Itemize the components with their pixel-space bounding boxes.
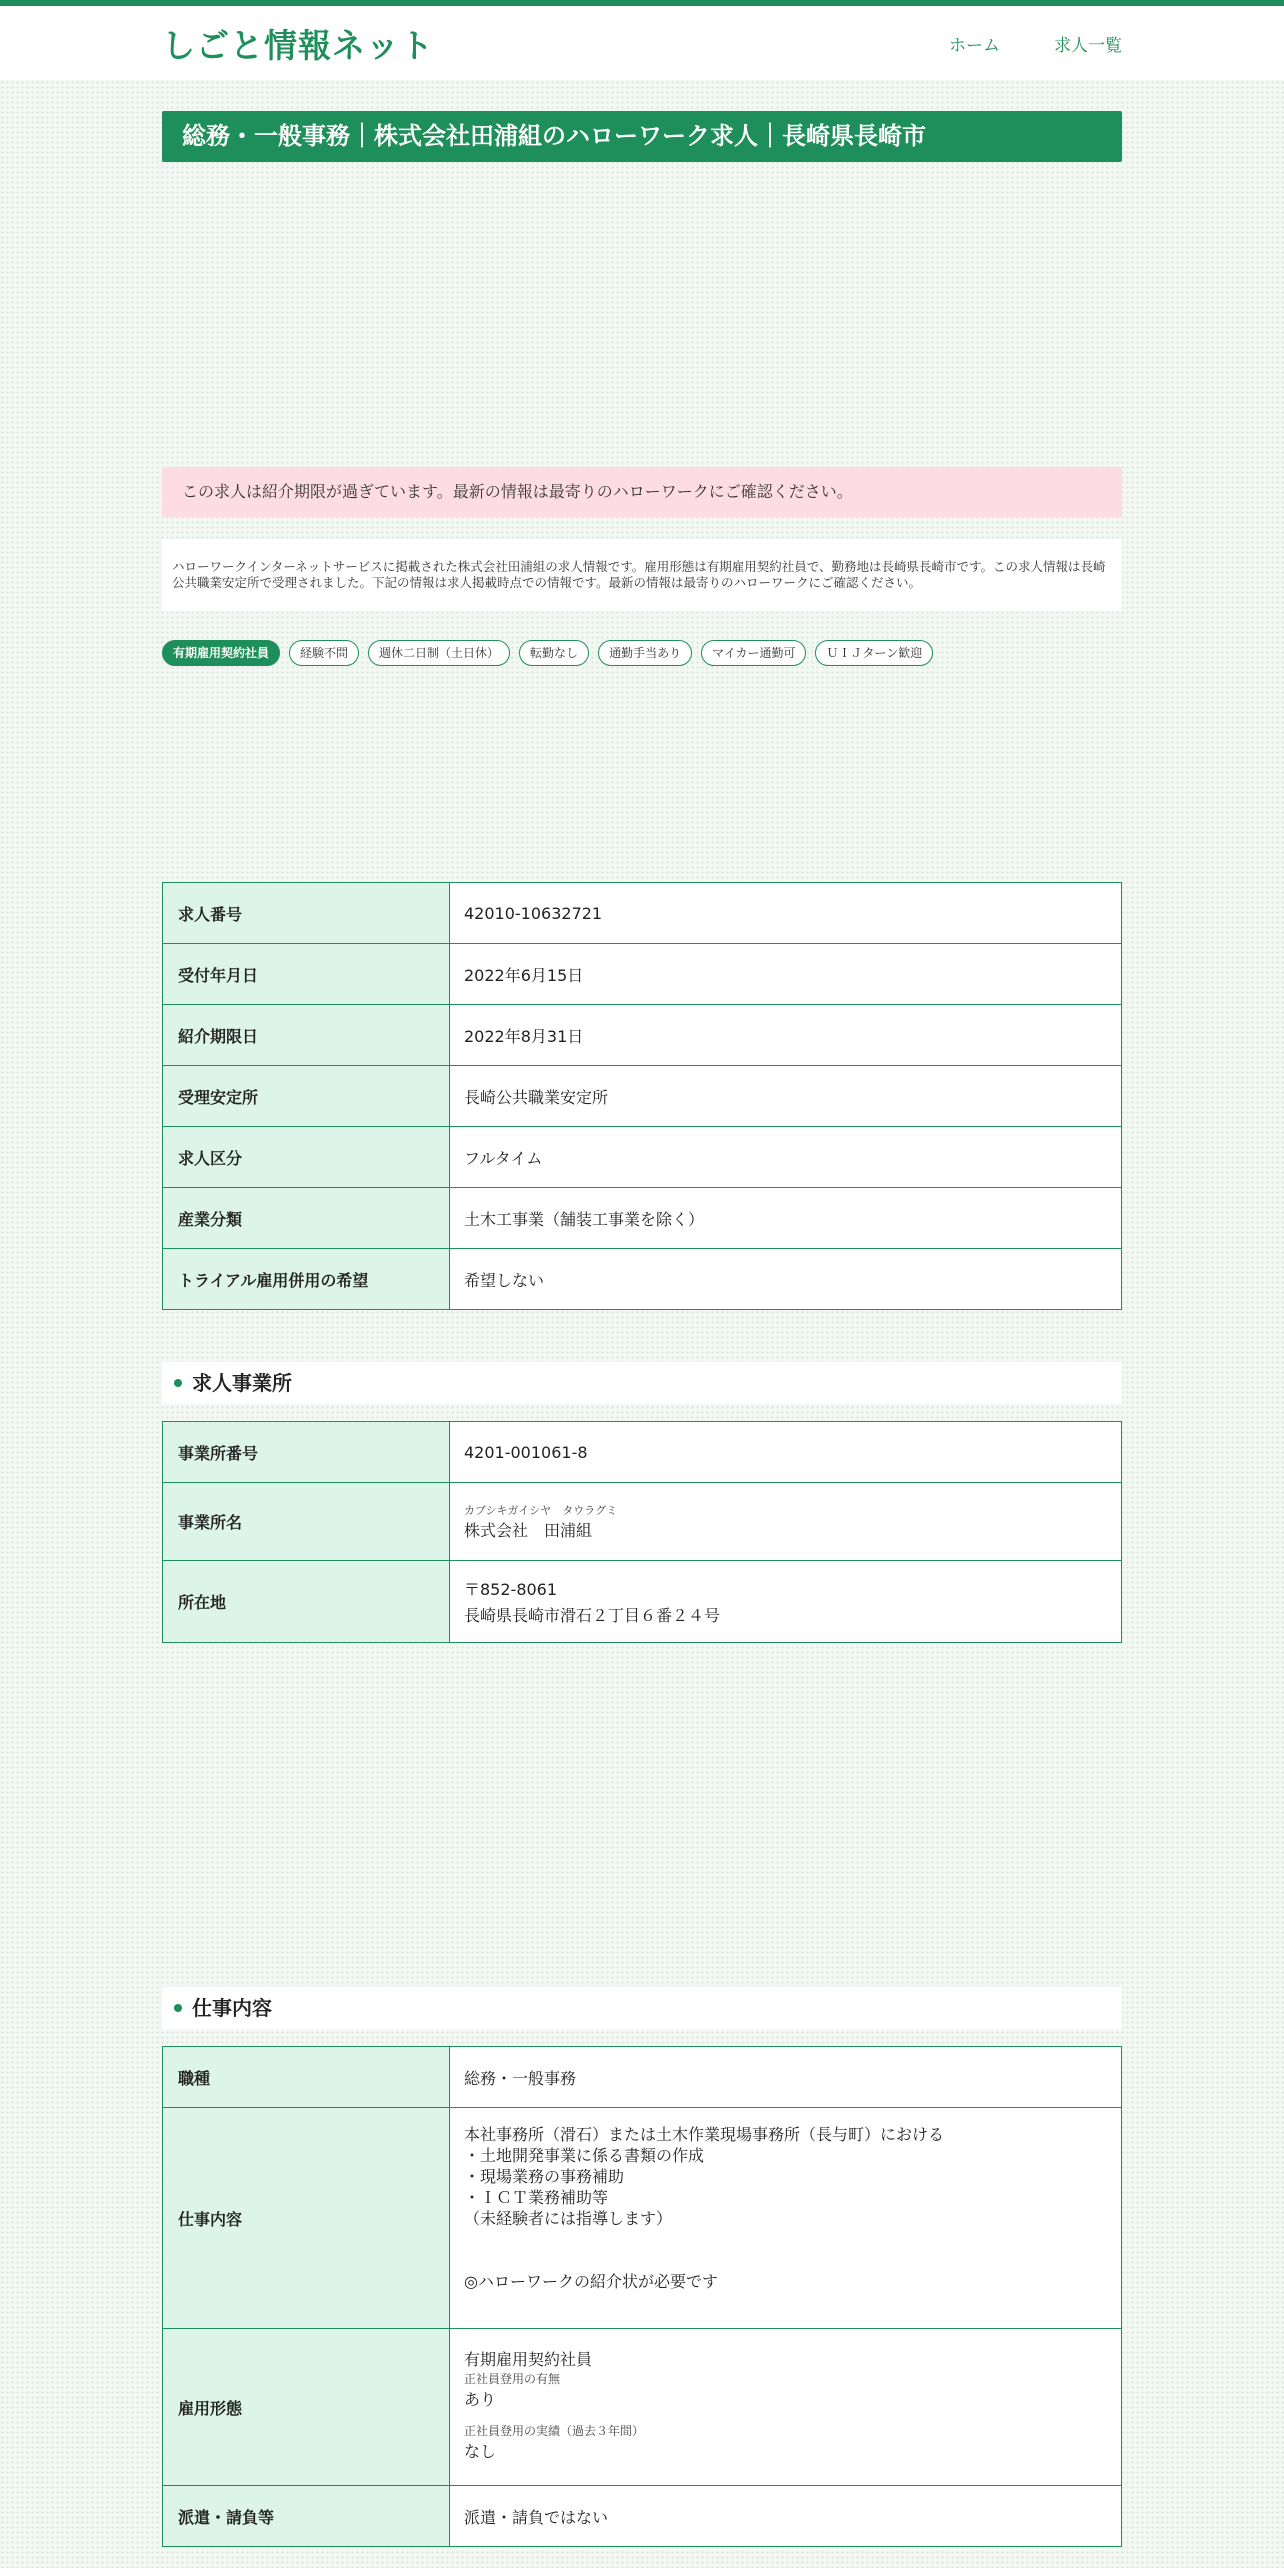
row-value: 2022年8月31日 bbox=[450, 1005, 1122, 1066]
row-value bbox=[450, 1483, 1122, 1561]
row-value: 派遣・請負ではない bbox=[450, 2486, 1122, 2547]
row-label: 事業所名 bbox=[163, 1483, 450, 1561]
table-row bbox=[163, 1005, 1122, 1066]
row-value: 土木工事業（舗装工事業を除く） bbox=[450, 1188, 1122, 1249]
postal-code: 〒852-8061 bbox=[464, 1580, 558, 1599]
job-description: 本社事務所（滑石）または土木作業現場事務所（長与町）における ・土地開発事業に係る書類の作成 ・現場業務の事務補助 ・ＩＣＴ業務補助等 （未経験者には指導します） bbox=[464, 2125, 945, 2228]
expired-notice: この求人は紹介期限が過ぎています。最新の情報は最寄りのハローワークにご確認ください。 bbox=[162, 467, 1122, 517]
job-description-note: ◎ハローワークの紹介状が必要です bbox=[464, 2272, 718, 2291]
ad-space bbox=[162, 666, 1122, 882]
row-label: 受理安定所 bbox=[163, 1066, 450, 1127]
row-label: トライアル雇用併用の希望 bbox=[163, 1249, 450, 1310]
row-value bbox=[450, 1561, 1122, 1643]
row-label: 職種 bbox=[163, 2047, 450, 2108]
table-row bbox=[163, 1127, 1122, 1188]
regular-label: 正社員登用の有無 bbox=[464, 2372, 561, 2386]
office-name: 株式会社 田浦組 bbox=[464, 1521, 593, 1540]
table-row bbox=[163, 2486, 1122, 2547]
row-label: 求人番号 bbox=[163, 883, 450, 944]
page-title: 総務・一般事務｜株式会社田浦組のハローワーク求人｜長崎県長崎市 bbox=[162, 111, 1122, 162]
nav-job-list-link[interactable]: 求人一覧 bbox=[1054, 35, 1122, 56]
row-label: 紹介期限日 bbox=[163, 1005, 450, 1066]
row-label: 求人区分 bbox=[163, 1127, 450, 1188]
row-value: 42010-10632721 bbox=[450, 883, 1122, 944]
row-label: 事業所番号 bbox=[163, 1422, 450, 1483]
table-row bbox=[163, 2108, 1122, 2329]
table-row bbox=[163, 944, 1122, 1005]
row-value: 2022年6月15日 bbox=[450, 944, 1122, 1005]
tag-two-days-off: 週休二日制（土日休） bbox=[368, 640, 510, 666]
row-value: 長崎公共職業安定所 bbox=[450, 1066, 1122, 1127]
tag-uij-turn: ＵＩＪターン歓迎 bbox=[815, 640, 933, 666]
table-row bbox=[163, 1249, 1122, 1310]
row-label: 受付年月日 bbox=[163, 944, 450, 1005]
row-label: 所在地 bbox=[163, 1561, 450, 1643]
regular-value: あり bbox=[464, 2390, 497, 2409]
tag-no-experience: 経験不問 bbox=[289, 640, 359, 666]
row-value: 4201-001061-8 bbox=[450, 1422, 1122, 1483]
job-summary: ハローワークインターネットサービスに掲載された株式会社田浦組の求人情報です。雇用形態は有期雇用契約社員で、勤務地は長崎県長崎市です。この求人情報は長崎公共職業安定所で受理されました。下記の情報は求人掲載時点での情報です。最新の情報は最寄りのハローワークにご確認ください。 bbox=[162, 539, 1122, 611]
ad-space bbox=[162, 162, 1122, 467]
row-value bbox=[450, 2108, 1122, 2329]
row-value: 総務・一般事務 bbox=[450, 2047, 1122, 2108]
table-row bbox=[163, 1066, 1122, 1127]
row-label: 雇用形態 bbox=[163, 2329, 450, 2486]
table-row bbox=[163, 1483, 1122, 1561]
feature-tags bbox=[162, 640, 1122, 666]
main-content bbox=[162, 111, 1122, 2547]
table-row bbox=[163, 1422, 1122, 1483]
section-heading-text: 求人事業所 bbox=[192, 1371, 292, 1395]
row-value: 希望しない bbox=[450, 1249, 1122, 1310]
row-label: 仕事内容 bbox=[163, 2108, 450, 2329]
bullet-icon bbox=[174, 1379, 182, 1387]
row-value bbox=[450, 2329, 1122, 2486]
table-row bbox=[163, 2047, 1122, 2108]
section-heading-job bbox=[162, 1987, 1122, 2029]
table-row bbox=[163, 1188, 1122, 1249]
bullet-icon bbox=[174, 2004, 182, 2012]
employment-type: 有期雇用契約社員 bbox=[464, 2350, 593, 2369]
table-row bbox=[163, 883, 1122, 944]
tag-no-transfer: 転勤なし bbox=[519, 640, 589, 666]
row-label: 産業分類 bbox=[163, 1188, 450, 1249]
main-nav bbox=[949, 31, 1122, 56]
row-label: 派遣・請負等 bbox=[163, 2486, 450, 2547]
regular-record-value: なし bbox=[464, 2442, 497, 2461]
office-table bbox=[162, 1421, 1122, 1643]
job-table bbox=[162, 2046, 1122, 2547]
table-row bbox=[163, 2329, 1122, 2486]
table-row bbox=[163, 1561, 1122, 1643]
tag-employment-type: 有期雇用契約社員 bbox=[162, 640, 280, 666]
section-heading-office bbox=[162, 1362, 1122, 1404]
ad-space bbox=[162, 1643, 1122, 1987]
section-heading-text: 仕事内容 bbox=[192, 1996, 272, 2020]
row-value: フルタイム bbox=[450, 1127, 1122, 1188]
regular-record-label: 正社員登用の実績（過去３年間） bbox=[464, 2424, 645, 2438]
basic-info-table bbox=[162, 882, 1122, 1310]
tag-car-commute: マイカー通勤可 bbox=[701, 640, 806, 666]
office-name-kana: カブシキガイシヤ タウラグミ bbox=[464, 1504, 618, 1517]
nav-home-link[interactable]: ホーム bbox=[949, 35, 1000, 56]
office-address: 長崎県長崎市滑石２丁目６番２４号 bbox=[464, 1606, 721, 1625]
site-logo[interactable]: しごと情報ネット bbox=[162, 25, 434, 65]
site-header bbox=[0, 6, 1284, 80]
tag-commute-allowance: 通勤手当あり bbox=[598, 640, 692, 666]
